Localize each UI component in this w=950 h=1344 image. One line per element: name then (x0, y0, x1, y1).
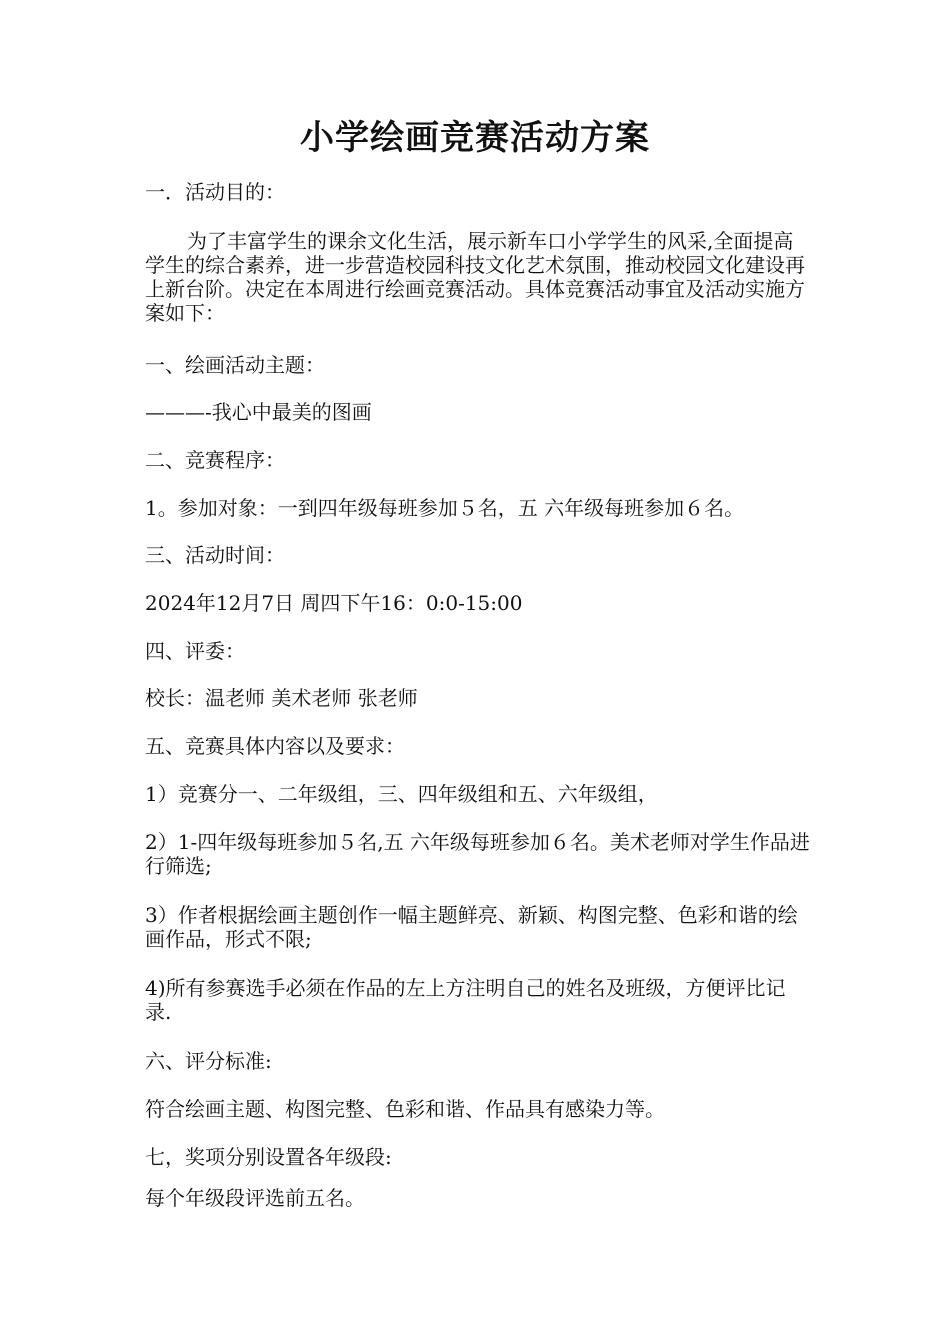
requirement-item: 3）作者根据绘画主题创作一幅主题鲜亮、新颖、构图完整、色彩和谐的绘画作品，形式不限; (145, 903, 798, 951)
scoring-heading: 六、评分标准: (145, 1049, 272, 1073)
purpose-paragraph: 为了丰富学生的课余文化生活，展示新车口小学学生的风采,全面提高学生的综合素养，进一步营造校园科技文化艺术氛围，推动校园文化建设再上新台阶。决定在本周进行绘画竞赛活动。具体竞赛活动事宜及活动实施方案如下： (145, 229, 805, 325)
judges-text: 校长：温老师 美术老师 张老师 (145, 686, 418, 710)
requirement-item: 2）1-四年级每班参加５名,五 六年级每班参加６名。美术老师对学生作品进行筛选; (145, 830, 810, 878)
scoring-text: 符合绘画主题、构图完整、色彩和谐、作品具有感染力等。 (145, 1097, 665, 1121)
purpose-heading: 一．活动目的： (145, 180, 285, 204)
theme-heading: 一、绘画活动主题： (145, 353, 325, 377)
awards-heading: 七，奖项分别设置各年级段: (145, 1145, 392, 1169)
awards-text: 每个年级段评选前五名。 (145, 1186, 365, 1210)
time-text: 2024年12月7日 周四下午16：0:0-15:00 (145, 591, 523, 615)
judges-heading: 四、评委： (145, 639, 245, 663)
requirements-heading: 五、竞赛具体内容以及要求： (145, 734, 405, 758)
requirement-item: 4)所有参赛选手必须在作品的左上方注明自己的姓名及班级，方便评比记录. (145, 976, 786, 1024)
procedure-text: 1。参加对象：一到四年级每班参加５名，五 六年级每班参加６名。 (145, 496, 745, 520)
time-heading: 三、活动时间： (145, 543, 285, 567)
requirement-item: 1）竞赛分一、二年级组，三、四年级组和五、六年级组， (145, 782, 658, 806)
document-title: 小学绘画竞赛活动方案 (300, 118, 650, 158)
procedure-heading: 二、竞赛程序： (145, 448, 285, 472)
theme-text: ———-我心中最美的图画 (145, 400, 372, 424)
